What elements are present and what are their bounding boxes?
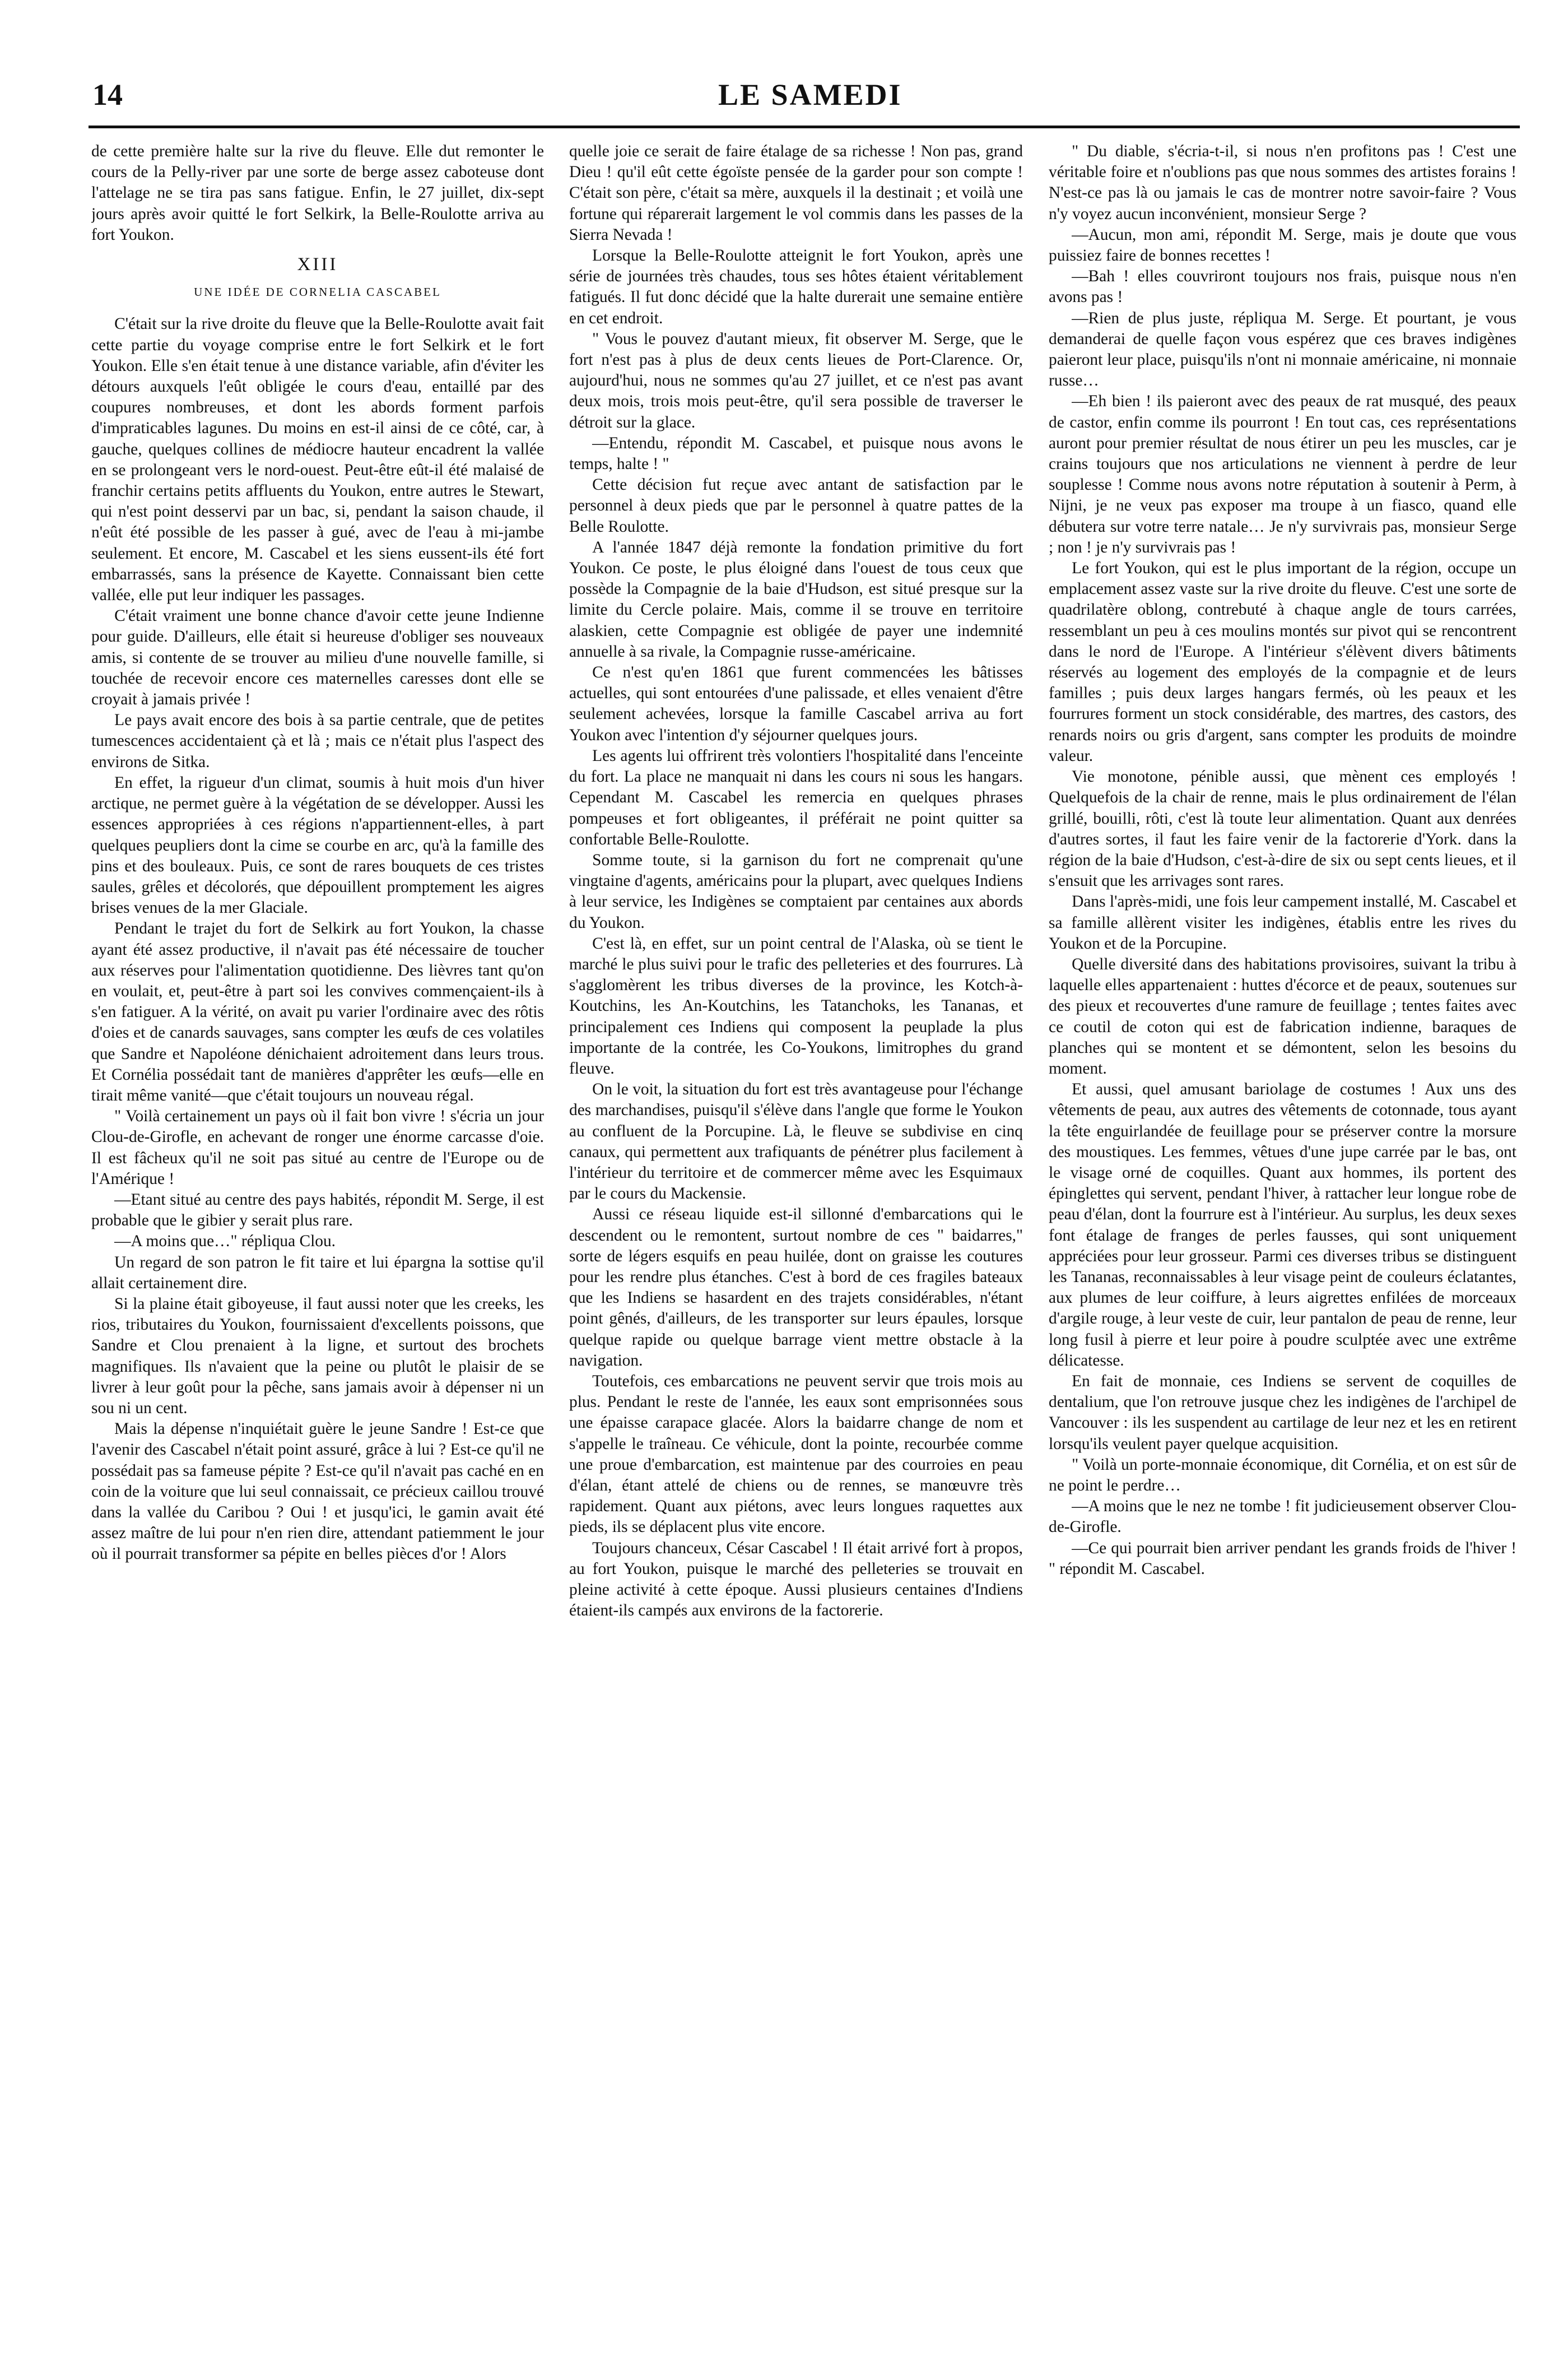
- paragraph: de cette première halte sur la rive du fleuve. Elle dut remonter le cours de la Pelly-river par une sorte de berge assez caboteuse dont l'attelage ne se tira pas sans fatigue. Enfin, le 27 juillet, dix-sept jours après avoir quitté le fort Selkirk, la Belle-Roulotte arriva au fort Youkon.: [91, 142, 544, 244]
- paragraph: —Aucun, mon ami, répondit M. Serge, mais je doute que vous puissiez faire de bonnes recettes !: [1049, 225, 1516, 265]
- paragraph: " Voilà certainement un pays où il fait bon vivre ! s'écria un jour Clou-de-Girofle, en achevant de ronger une énorme carcasse d'oie. Il est fâcheux qu'il ne soit pas situé au centre de l'Europe ou de l'Amérique !: [91, 1107, 544, 1188]
- paragraph: Si la plaine était giboyeuse, il faut aussi noter que les creeks, les rios, tributaires du Youkon, fournissaient d'excellents poissons, que Sandre et Clou prenaient à la ligne, et surtout des brochets magnifiques. Ils n'avaient que la peine ou plutôt le plaisir de se livrer à leur goût pour la pêche, sans jamais avoir à dépenser ni un sou ni un cent.: [91, 1294, 544, 1417]
- paragraph: En fait de monnaie, ces Indiens se servent de coquilles de dentalium, que l'on retrouve jusque chez les indigènes de l'archipel de Vancouver : ils les suspendent au cartilage de leur nez et les en retirent lorsqu'ils veulent payer quelque acquisition.: [1049, 1372, 1516, 1453]
- paragraph: Dans l'après-midi, une fois leur campement installé, M. Cascabel et sa famille allèrent visiter les indigènes, établis entre les rives du Youkon et de la Porcupine.: [1049, 893, 1516, 953]
- paragraph: Somme toute, si la garnison du fort ne comprenait qu'une vingtaine d'agents, américains pour la plupart, avec quelques Indiens à leur service, les Indigènes se comptaient par centaines aux abords du Youkon.: [569, 851, 1023, 932]
- paragraph: —Ce qui pourrait bien arriver pendant les grands froids de l'hiver ! " répondit M. Cascabel.: [1049, 1539, 1516, 1578]
- paragraph: Vie monotone, pénible aussi, que mènent ces employés ! Quelquefois de la chair de renne, mais le plus ordinairement de l'élan grillé, bouilli, rôti, c'est là toute leur alimentation. Quant aux denrées d'autres sortes, il faut les faire venir de la factorerie d'York. dans la région de la baie d'Hudson, c'est-à-dire de six ou sept cents lieues, et il s'ensuit que les arrivages sont rares.: [1049, 768, 1516, 890]
- paragraph: " Vous le pouvez d'autant mieux, fit observer M. Serge, que le fort n'est pas à plus de deux cents lieues de Port-Clarence. Or, aujourd'hui, nous ne sommes qu'au 27 juillet, et ce n'est pas avant deux mois, trois mois peut-être, qu'il sera possible de traverser le détroit sur la glace.: [569, 329, 1023, 431]
- paragraph: A l'année 1847 déjà remonte la fondation primitive du fort Youkon. Ce poste, le plus éloigné dans l'ouest de tous ceux que possède la Compagnie de la baie d'Hudson, est situé presque sur la limite du Cercle polaire. Mais, comme il se trouve en territoire alaskien, cette Compagnie est obligée de payer une indemnité annuelle à sa rivale, la Compagnie russe-américaine.: [569, 538, 1023, 661]
- paragraph: —A moins que…" répliqua Clou.: [114, 1232, 336, 1251]
- paragraph: C'est là, en effet, sur un point central de l'Alaska, où se tient le marché le plus suivi pour le trafic des pelleteries et des fourrures. Là s'agglomèrent les tribus diverses de la province, les Kotch-à-Koutchins, les An-Koutchins, les Tatanchoks, les Tananas, et principalement ces Indiens qui composent la peuplade la plus importante de la contrée, les Co-Youkons, limitrophes du grand fleuve.: [569, 934, 1023, 1078]
- paragraph: —Entendu, répondit M. Cascabel, et puisque nous avons le temps, halte ! ": [569, 434, 1023, 473]
- page-number: 14: [92, 78, 123, 112]
- journal-title: LE SAMEDI: [718, 78, 902, 112]
- text-column-3: [1049, 141, 1516, 2343]
- paragraph: Aussi ce réseau liquide est-il sillonné d'embarcations qui le descendent ou le remontent, surtout nombre de ces " baidarres," sorte de légers esquifs en peau huilée, dont on graisse les coutures pour les rendre plus étanches. C'est à bord de ces fragiles bateaux que les Indiens se hasardent en des trajets considérables, n'étant point gênés, d'ailleurs, de les transporter sur leurs épaules, lorsque quelque rapide ou quelque barrage vient mettre obstacle à la navigation.: [569, 1205, 1023, 1369]
- paragraph: —Etant situé au centre des pays habités, répondit M. Serge, il est probable que le gibier y serait plus rare.: [91, 1190, 544, 1230]
- paragraph: Quelle diversité dans des habitations provisoires, suivant la tribu à laquelle elles appartenaient : huttes d'écorce et de peaux, soutenues sur des pieux et recouvertes d'une ramure de feuillage ; tentes faites avec ce coutil de coton qui est de fabrication indienne, baraques de planches qui se montent et se démontent, selon les besoins du moment.: [1049, 955, 1516, 1078]
- paragraph: Lorsque la Belle-Roulotte atteignit le fort Youkon, après une série de journées très chaudes, tous ses hôtes étaient véritablement fatigués. Il fut donc décidé que la halte durerait une semaine entière en cet endroit.: [569, 247, 1023, 327]
- paragraph: " Voilà un porte-monnaie économique, dit Cornélia, et on est sûr de ne point le perdre…: [1049, 1455, 1516, 1494]
- paragraph: Cette décision fut reçue avec antant de satisfaction par le personnel à deux pieds que par le personnel à quatre pattes de la Belle Roulotte.: [569, 476, 1023, 536]
- paragraph: Un regard de son patron le fit taire et lui épargna la sottise qu'il allait certainement dire.: [91, 1253, 544, 1292]
- paragraph: On le voit, la situation du fort est très avantageuse pour l'échange des marchandises, puisqu'il s'élève dans l'angle que forme le Youkon au confluent de la Porcupine. Là, le fleuve se subdivise en cinq canaux, qui permettent aux trafiquants de pénétrer plus facilement à l'intérieur du territoire et de commercer même avec les Esquimaux par le cours du Mackensie.: [569, 1080, 1023, 1203]
- paragraph: —A moins que le nez ne tombe ! fit judicieusement observer Clou-de-Girofle.: [1049, 1497, 1516, 1536]
- paragraph: Pendant le trajet du fort de Selkirk au fort Youkon, la chasse ayant été assez productive, il n'avait pas été nécessaire de toucher aux réserves pour l'alimentation quotidienne. Des lièvres tant qu'on en voulait, et, peut-être à part soi les convives commençaient-ils à s'en fatiguer. A la vérité, on avait pu varier l'ordinaire avec des rôtis d'oies et de canards sauvages, sans compter les œufs de ces volatiles que Sandre et Napoléone dénichaient adroitement dans leurs trous. Et Cornélia possédait tant de manières d'apprêter les œufs—elle en tirait même vanité—que c'était toujours un nouveau régal.: [91, 920, 544, 1104]
- paragraph: Toutefois, ces embarcations ne peuvent servir que trois mois au plus. Pendant le reste de l'année, les eaux sont emprisonnées sous une épaisse carapace glacée. Alors la baidarre change de nom et s'appelle le traîneau. Ce véhicule, dont la pointe, recourbée comme une proue d'embarcation, est maintenue par des courroies en peau d'élan, étant attelé de chiens ou de rennes, se manœuvre très rapidement. Quant aux piétons, avec leurs longues raquettes aux pieds, ils se déplacent plus vite encore.: [569, 1372, 1023, 1536]
- chapter-title: UNE IDÉE DE CORNELIA CASCABEL: [194, 285, 441, 299]
- paragraph: —Rien de plus juste, répliqua M. Serge. Et pourtant, je vous demanderai de quelle façon vous espérez que ces braves indigènes paieront leur place, puisqu'ils n'ont ni monnaie américaine, ni monnaie russe…: [1049, 309, 1516, 390]
- text-column-1: [91, 141, 544, 2343]
- paragraph: Le fort Youkon, qui est le plus important de la région, occupe un emplacement assez vaste sur la rive droite du fleuve. C'est une sorte de quadrilatère oblong, contrebuté à chaque angle de tours carrées, ressemblant un peu à ces moulins montés sur pivot qui se rencontrent dans le nord de l'Europe. A l'intérieur s'élèvent divers bâtiments réservés au logement des employés de la compagnie et de leurs familles ; puis deux larges hangars fermés, où les peaux et les fourrures forment un stock considérable, des martres, des castors, des renards noirs ou gris d'argent, sans compter les produits de moindre valeur.: [1049, 559, 1516, 765]
- header-rule: [89, 126, 1520, 128]
- paragraph: C'était sur la rive droite du fleuve que la Belle-Roulotte avait fait cette partie du voyage comprise entre le fort Selkirk et le fort Youkon. Elle s'en était tenue à une distance variable, afin d'éviter les détours auxquels l'eût obligée le cours d'eau, entaillé par des coupures nombreuses, et dont les abords forment parfois d'impraticables lagunes. Du moins en est-il ainsi de ce côté, car, à gauche, quelques collines de médiocre hauteur encadrent la vallée en se prolongeant vers le nord-ouest. Peut-être eût-il été malaisé de franchir certains petits affluents du Youkon, entre autres le Stewart, qui n'est point desservi par un bac, si, pendant la saison chaude, il n'eût été possible de les passer à gué, avec de l'eau à mi-jambe seulement. Et encore, M. Cascabel et les siens eussent-ils été fort embarrassés, sans la présence de Kayette. Connaissant bien cette vallée, elle put leur indiquer les passages.: [91, 315, 544, 605]
- paragraph: —Bah ! elles couvriront toujours nos frais, puisque nous n'en avons pas !: [1049, 267, 1516, 307]
- paragraph: quelle joie ce serait de faire étalage de sa richesse ! Non pas, grand Dieu ! qu'il eût cette égoïste pensée de la garder pour son compte ! C'était son père, c'était sa mère, auxquels il la destinait ; et voilà une fortune qui réparerait largement le vol commis dans les passes de la Sierra Nevada !: [569, 142, 1023, 244]
- paragraph: Les agents lui offrirent très volontiers l'hospitalité dans l'enceinte du fort. La place ne manquait ni dans les cours ni sous les hangars. Cependant M. Cascabel les remercia en quelques phrases pompeuses et fort obligeantes, il préférait ne point quitter sa confortable Belle-Roulotte.: [569, 746, 1023, 848]
- paragraph: Mais la dépense n'inquiétait guère le jeune Sandre ! Est-ce que l'avenir des Cascabel n'était point assuré, grâce à lui ? Est-ce qu'il ne possédait pas sa fameuse pépite ? Est-ce qu'il n'avait pas caché en en coin de la voiture que lui seul connaissait, ce précieux caillou trouvé dans la vallée du Caribou ? Oui ! et jusqu'ici, le gamin avait été assez maître de lui pour n'en rien dire, attendant patiemment le jour où il pourrait transformer sa pépite en belles pièces d'or ! Alors: [91, 1420, 544, 1563]
- chapter-number: XIII: [297, 254, 338, 275]
- text-column-2: [569, 141, 1023, 2343]
- paragraph: Ce n'est qu'en 1861 que furent commencées les bâtisses actuelles, qui sont entourées d'une palissade, et elles venaient d'être seulement achevées, lorsque la famille Cascabel arriva au fort Youkon avec l'intention d'y séjourner quelques jours.: [569, 663, 1023, 744]
- paragraph: " Du diable, s'écria-t-il, si nous n'en profitons pas ! C'est une véritable foire et n'oublions pas que nous sommes des artistes forains ! N'est-ce pas là ou jamais le cas de montrer notre savoir-faire ? Vous n'y voyez aucun inconvénient, monsieur Serge ?: [1049, 142, 1516, 223]
- paragraph: —Eh bien ! ils paieront avec des peaux de rat musqué, des peaux de castor, enfin comme ils pourront ! En tout cas, ces représentations auront pour premier résultat de nous étirer un peu les muscles, car je crains toujours que nos articulations ne viennent à perdre de leur souplesse ! Comme nous avons notre réputation à soutenir à Perm, à Nijni, je ne veux pas exposer ma troupe à un fiasco, quand elle débutera sur votre terre natale… Je n'y survivrais pas, monsieur Serge ; non ! je n'y survivrais pas !: [1049, 392, 1516, 556]
- paragraph: Toujours chanceux, César Cascabel ! Il était arrivé fort à propos, au fort Youkon, puisque le marché des pelleteries se trouvait en pleine activité à cette époque. Aussi plusieurs centaines d'Indiens étaient-ils campés aux environs de la factorerie.: [569, 1539, 1023, 1620]
- paragraph: En effet, la rigueur d'un climat, soumis à huit mois d'un hiver arctique, ne permet guère à la végétation de se développer. Aussi les essences appropriées à ces régions n'appartiennent-elles, à part quelques peupliers dont la cime se courbe en arc, qu'à la famille des pins et des bouleaux. Puis, ce sont de rares bouquets de ces tristes saules, grêles et décolorés, que dépouillent promptement les aigres brises venues de la mer Glaciale.: [91, 773, 544, 917]
- paragraph: C'était vraiment une bonne chance d'avoir cette jeune Indienne pour guide. D'ailleurs, elle était si heureuse d'obliger ses nouveaux amis, si contente de se trouver au milieu d'une nouvelle famille, si touchée de recevoir encore ces maternelles caresses dont elle se croyait à jamais privée !: [91, 607, 544, 709]
- paragraph: Le pays avait encore des bois à sa partie centrale, que de petites tumescences accidentaient çà et là ; mais ce n'était plus l'aspect des environs de Sitka.: [91, 711, 544, 771]
- paragraph: Et aussi, quel amusant bariolage de costumes ! Aux uns des vêtements de peau, aux autres des vêtements de cotonnade, tous ayant la tête enguirlandée de feuillage pour se préserver contre la morsure des moustiques. Les femmes, vêtues d'une jupe carrée par le bas, ont le visage orné de coquilles. Quant aux hommes, ils portent des épinglettes qui servent, pendant l'hiver, à rattacher leur longue robe de peau d'élan, dont la fourrure est à l'intérieur. Au surplus, les deux sexes font étalage de franges de perles fausses, qui sont uniquement appréciées pour leur grosseur. Parmi ces diverses tribus se distinguent les Tananas, reconnaissables à leur visage peint de couleurs éclatantes, aux plumes de leur coiffure, à leurs aigrettes enfilées de morceaux d'argile rouge, à leur veste de cuir, leur pantalon de peau de renne, leur long fusil à pierre et leur poire à poudre sculptée avec une extrême délicatesse.: [1049, 1080, 1516, 1369]
